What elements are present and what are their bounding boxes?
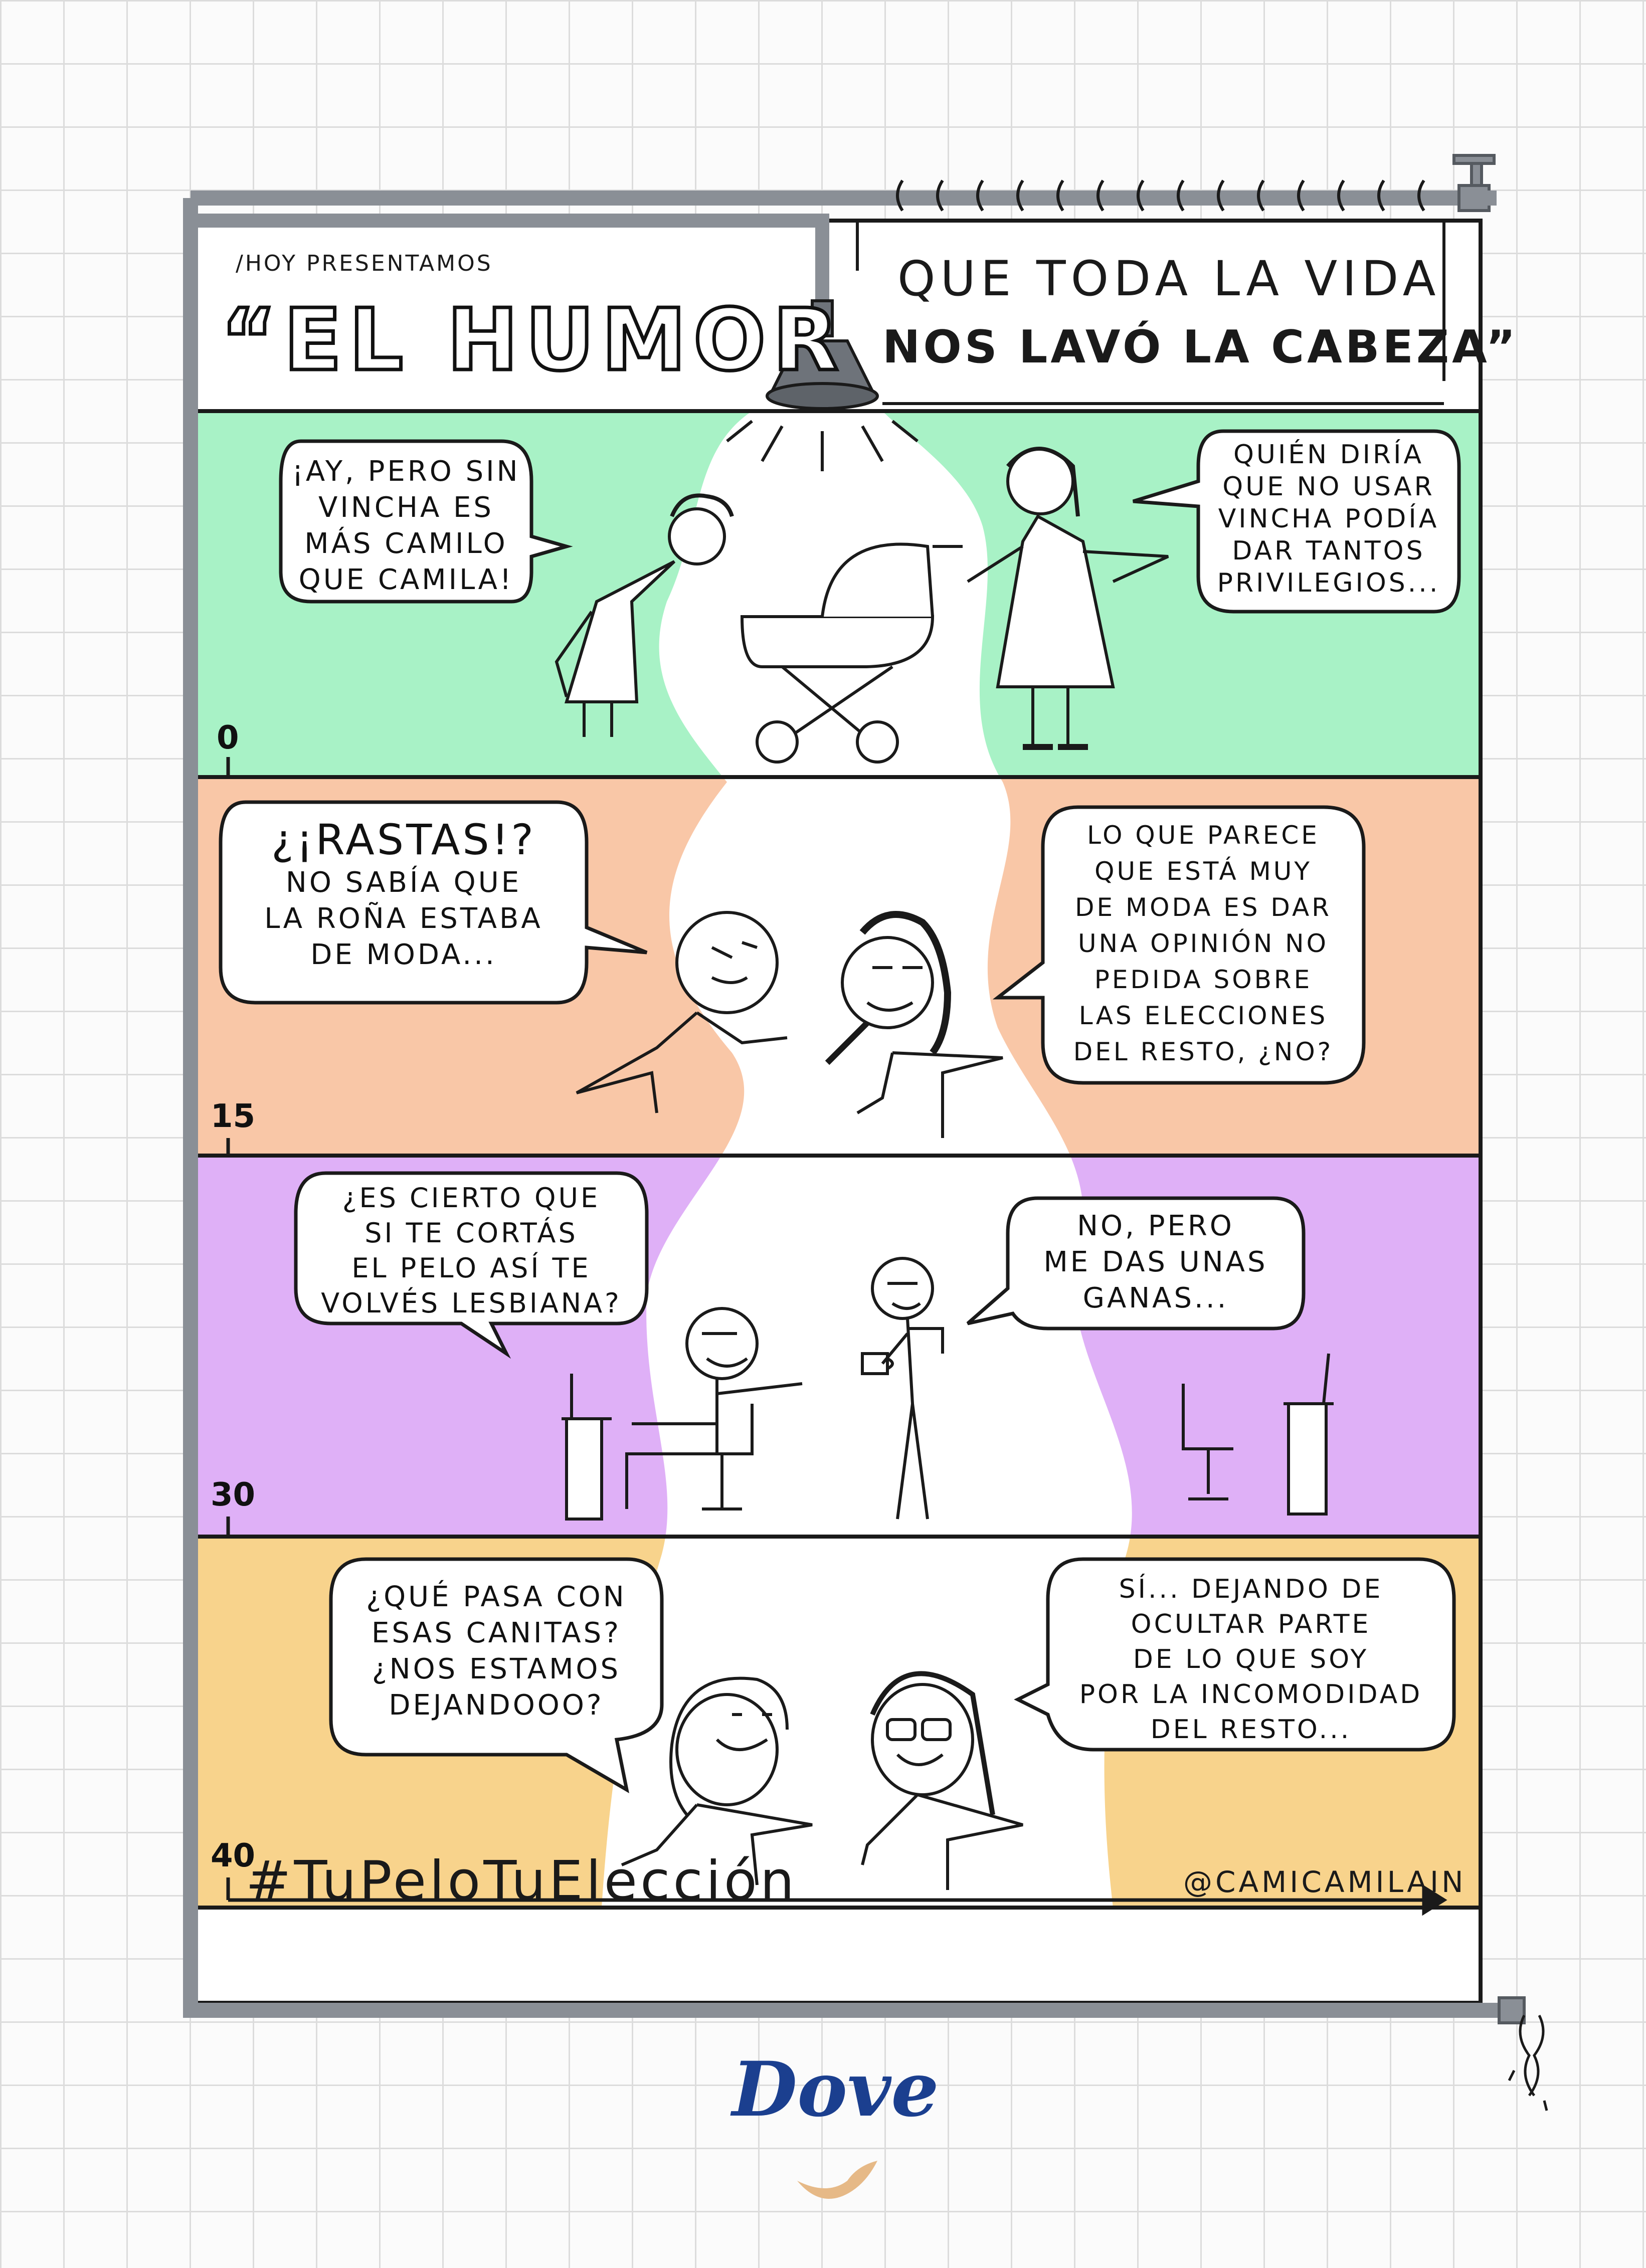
- bubble-line: SÍ... DEJANDO DE: [1119, 1574, 1383, 1604]
- bubble-line: DE MODA ES DAR: [1075, 893, 1332, 922]
- bubble-line: DEJANDOOO?: [389, 1689, 604, 1722]
- bubble-30-left-text: [301, 1181, 642, 1321]
- age-label-0: 0: [217, 719, 239, 757]
- bubble-line: LAS ELECCIONES: [1078, 1001, 1328, 1030]
- bubble-line: DEL RESTO, ¿NO?: [1073, 1037, 1334, 1066]
- bubble-40-left-text: [336, 1579, 657, 1724]
- bubble-line: QUE NO USAR: [1222, 472, 1435, 502]
- bubble-0-right-text: [1201, 439, 1456, 599]
- subtitle-line-2: NOS LAVÓ LA CABEZA”: [882, 321, 1519, 373]
- bubble-0-left-text: [286, 454, 526, 598]
- footer-bg: [192, 1908, 1481, 2003]
- bubble-line: ¿¡RASTAS!?: [271, 815, 536, 864]
- bubble-40-right-text: [1053, 1572, 1449, 1747]
- age-label-15: 15: [211, 1098, 256, 1135]
- bubble-line: VINCHA ES: [318, 491, 494, 524]
- subtitle-line-1: QUE TODA LA VIDA: [897, 251, 1441, 307]
- bubble-line: ¿ES CIERTO QUE: [342, 1182, 601, 1214]
- bubble-line: NO SABÍA QUE: [285, 866, 522, 899]
- bubble-line: VINCHA PODÍA: [1218, 504, 1439, 534]
- bubble-line: VOLVÉS LESBIANA?: [321, 1287, 622, 1319]
- page-title: “EL HUMOR: [221, 291, 846, 390]
- bubble-line: ¿QUÉ PASA CON: [366, 1581, 627, 1613]
- woman-rastas-head: [842, 937, 933, 1028]
- bubble-line: QUE ESTÁ MUY: [1094, 857, 1312, 886]
- desk-left: [567, 1419, 602, 1519]
- desk-right: [1289, 1404, 1326, 1514]
- dove-bird-icon: [797, 2161, 877, 2199]
- bubble-15-left-text: [226, 815, 582, 973]
- seated-person-head: [687, 1308, 757, 1379]
- bubble-line: DEL RESTO...: [1150, 1715, 1352, 1745]
- glasses-woman-head: [872, 1684, 973, 1795]
- bubble-line: NO, PERO: [1077, 1210, 1234, 1242]
- bubble-line: LA ROÑA ESTABA: [264, 902, 543, 935]
- bubble-line: MÁS CAMILO: [304, 527, 508, 560]
- age-label-40: 40: [211, 1837, 256, 1874]
- brand-logo: Dove: [732, 2045, 939, 2134]
- bubble-line: GANAS...: [1082, 1282, 1229, 1314]
- man-head: [677, 912, 777, 1013]
- age-label-30: 30: [211, 1476, 256, 1514]
- bubble-line: OCULTAR PARTE: [1131, 1609, 1371, 1639]
- bubble-line: DE MODA...: [310, 938, 497, 971]
- woman-left-head: [669, 509, 724, 564]
- bubble-line: EL PELO ASÍ TE: [351, 1252, 591, 1284]
- bubble-line: POR LA INCOMODIDAD: [1079, 1679, 1423, 1710]
- bubble-line: ¡AY, PERO SIN: [292, 455, 520, 488]
- gray-hair-woman-head: [677, 1694, 777, 1805]
- bubble-line: ¿NOS ESTAMOS: [372, 1653, 621, 1685]
- bubble-line: LO QUE PARECE: [1087, 821, 1320, 850]
- water-drip-icon: [1509, 2015, 1547, 2111]
- author-handle: @CAMICAMILAIN: [1183, 1865, 1467, 1899]
- stroller-icon: [742, 617, 933, 667]
- intro-text: /HOY PRESENTAMOS: [236, 251, 493, 276]
- bubble-line: DAR TANTOS: [1232, 536, 1425, 566]
- bubble-line: DE LO QUE SOY: [1133, 1644, 1369, 1674]
- bubble-line: PRIVILEGIOS...: [1217, 568, 1440, 598]
- bubble-line: QUIÉN DIRÍA: [1233, 440, 1424, 470]
- bubble-30-right-text: [1013, 1208, 1299, 1316]
- bubble-line: SI TE CORTÁS: [364, 1217, 578, 1249]
- bubble-line: ESAS CANITAS?: [372, 1617, 621, 1649]
- hashtag: #TuPeloTuElección: [246, 1850, 798, 1913]
- bubble-15-right-text: [1048, 817, 1359, 1070]
- bubble-line: ME DAS UNAS: [1043, 1246, 1268, 1278]
- bubble-line: PEDIDA SOBRE: [1094, 965, 1313, 994]
- bubble-line: UNA OPINIÓN NO: [1078, 929, 1329, 958]
- bubble-line: QUE CAMILA!: [298, 563, 514, 596]
